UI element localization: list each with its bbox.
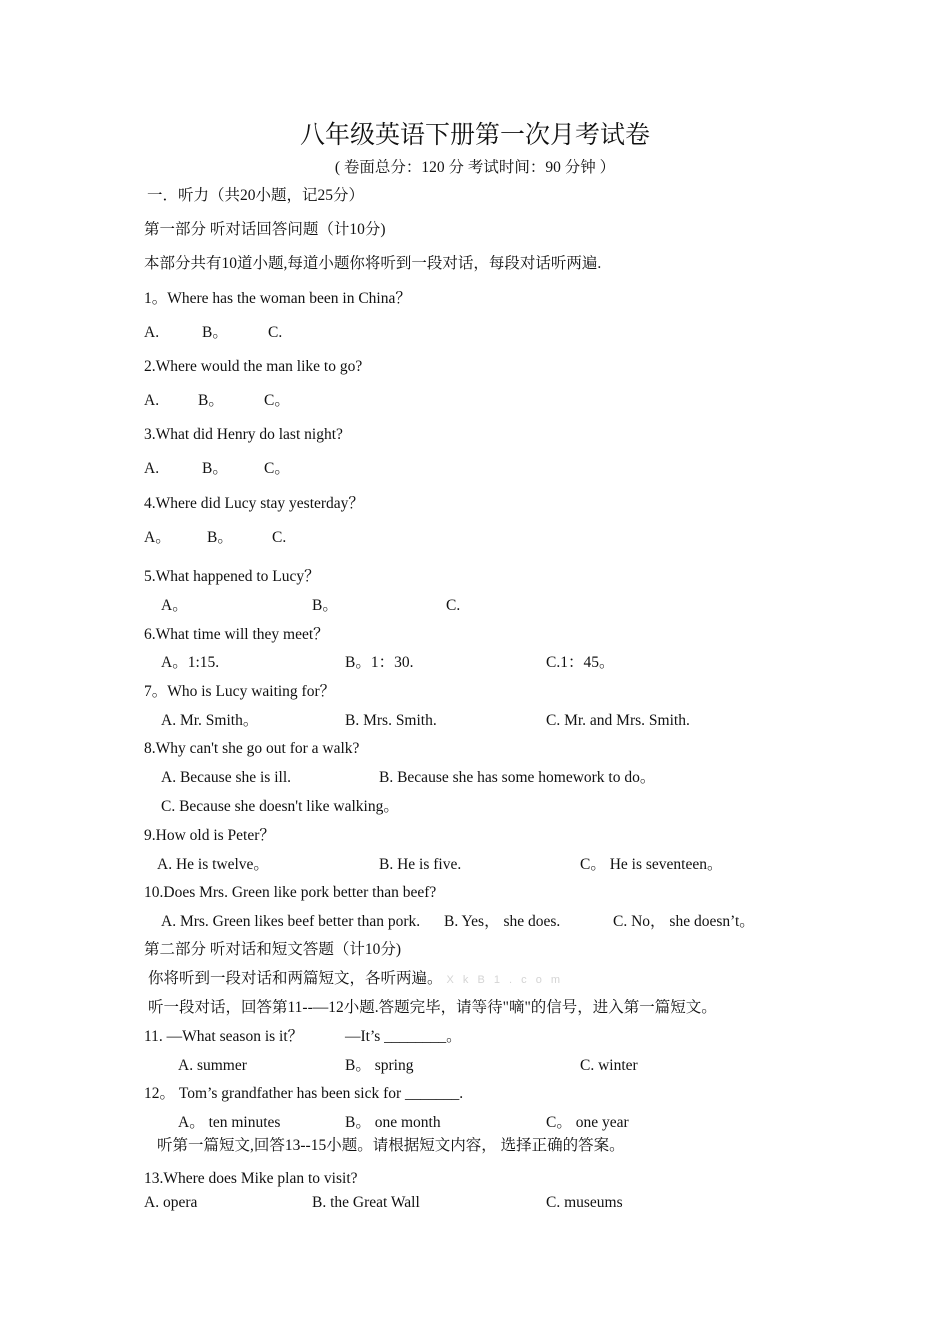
question-2: 2.Where would the man like to go? <box>144 358 363 375</box>
option-9c: C。 He is seventeen。 <box>580 856 723 873</box>
option-7a: A. Mr. Smith。 <box>161 712 259 729</box>
option-6c: C.1：45。 <box>546 654 615 671</box>
option-13b: B. the Great Wall <box>312 1194 420 1211</box>
question-3: 3.What did Henry do last night? <box>144 426 343 443</box>
question-11: 11. —What season is it？ <box>144 1028 304 1045</box>
question-10: 10.Does Mrs. Green like pork better than beef? <box>144 884 437 901</box>
option-10b: B. Yes， she does. <box>444 913 561 930</box>
option-12c: C。 one year <box>546 1114 629 1131</box>
option-5b: B。 <box>312 597 338 614</box>
exam-title: 八年级英语下册第一次月考试卷 <box>299 122 650 149</box>
option-12a: A。 ten minutes <box>178 1114 281 1131</box>
option-5a: A。 <box>161 597 188 614</box>
option-8b: B. Because she has some homework to do。 <box>379 769 656 786</box>
option-7c: C. Mr. and Mrs. Smith. <box>546 712 690 729</box>
option-2b: B。 <box>198 392 224 409</box>
option-7b: B. Mrs. Smith. <box>345 712 437 729</box>
part1-instruction: 本部分共有10道小题,每道小题你将听到一段对话，每段对话听两遍. <box>144 255 602 272</box>
option-6a: A。1:15. <box>161 654 220 671</box>
exam-subtitle: ( 卷面总分：120 分 考试时间：90 分钟 ） <box>334 159 616 176</box>
option-11b: B。 spring <box>345 1057 414 1074</box>
question-13: 13.Where does Mike plan to visit? <box>144 1170 358 1187</box>
instruction-1-text: 你将听到一段对话和两篇短文，各听两遍。 <box>148 970 443 987</box>
option-11c: C. winter <box>580 1057 638 1074</box>
option-1b: B。 <box>202 324 228 341</box>
option-5c: C. <box>446 597 461 614</box>
option-6b: B。1：30. <box>345 654 414 671</box>
part2-instruction-1 <box>148 969 563 990</box>
option-3c: C。 <box>264 460 290 477</box>
option-1a: A. <box>144 324 160 341</box>
question-5: 5.What happened to Lucy？ <box>144 568 320 585</box>
option-4a: A。 <box>144 529 171 546</box>
part1-heading: 第一部分 听对话回答问题（计10分) <box>144 221 386 238</box>
question-9: 9.How old is Peter？ <box>144 827 275 844</box>
section-heading: 一．听力（共20小题，记25分） <box>147 187 365 204</box>
option-13a: A. opera <box>144 1194 198 1211</box>
option-4b: B。 <box>207 529 233 546</box>
question-12: 12。 Tom’s grandfather has been sick for _______. <box>144 1085 464 1102</box>
option-10a: A. Mrs. Green likes beef better than pork. <box>161 913 421 930</box>
option-1c: C. <box>268 324 283 341</box>
question-7: 7。Who is Lucy waiting for？ <box>144 683 336 700</box>
question-4: 4.Where did Lucy stay yesterday？ <box>144 495 364 512</box>
option-2a: A. <box>144 392 160 409</box>
question-8: 8.Why can't she go out for a walk? <box>144 740 360 757</box>
option-3a: A. <box>144 460 160 477</box>
question-11-response: —It’s ________。 <box>345 1028 462 1045</box>
part2-heading: 第二部分 听对话和短文答题（计10分) <box>144 941 402 958</box>
option-9b: B. He is five. <box>379 856 462 873</box>
option-10c: C. No， she doesn’t。 <box>613 913 755 930</box>
option-8c: C. Because she doesn't like walking。 <box>161 798 399 815</box>
option-11a: A. summer <box>178 1057 247 1074</box>
option-8a: A. Because she is ill. <box>161 769 292 786</box>
part2-instruction-3: 听第一篇短文,回答13--15小题。请根据短文内容， 选择正确的答案。 <box>157 1137 625 1154</box>
part2-instruction-2: 听一段对话，回答第11--—12小题.答题完毕，请等待"嘀"的信号，进入第一篇短文。 <box>148 999 717 1016</box>
watermark: X k B 1 . c o m <box>446 974 564 986</box>
option-2c: C。 <box>264 392 290 409</box>
question-6: 6.What time will they meet？ <box>144 626 329 643</box>
option-4c: C. <box>272 529 287 546</box>
question-1: 1。Where has the woman been in China？ <box>144 290 411 307</box>
option-9a: A. He is twelve。 <box>157 856 269 873</box>
option-12b: B。 one month <box>345 1114 441 1131</box>
option-3b: B。 <box>202 460 228 477</box>
option-13c: C. museums <box>546 1194 623 1211</box>
